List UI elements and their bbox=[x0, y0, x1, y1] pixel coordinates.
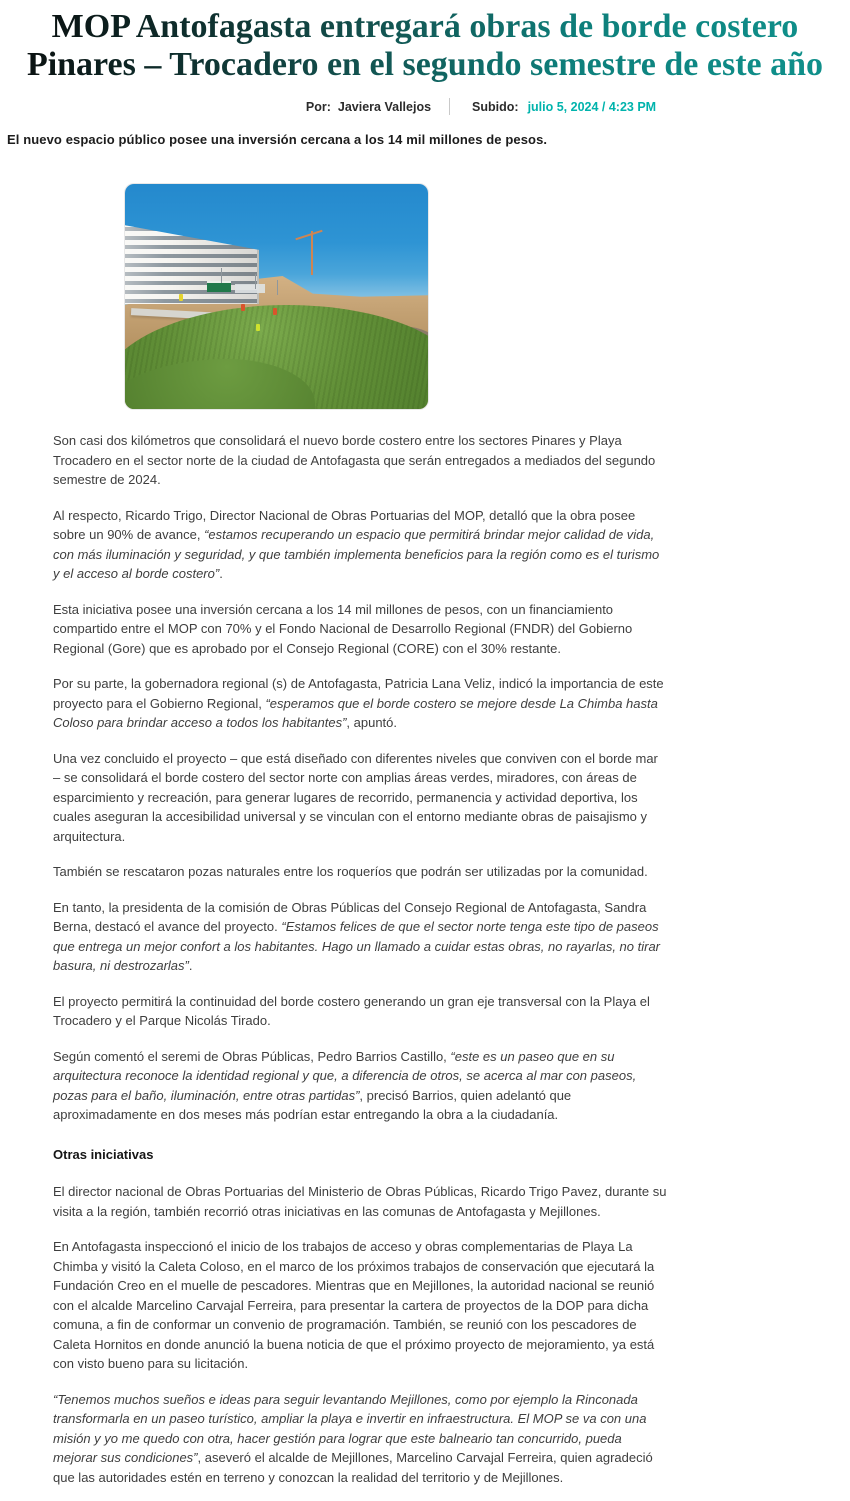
paragraph: En Antofagasta inspeccionó el inicio de los trabajos de acceso y obras complementarias de Playa La Chimba y visitó la Caleta Coloso, en el marco de los próximos trabajos de conservación que ejecutará la Fundación Creo en el muelle de pescadores. Mientras que en Mejillones, la autoridad nacional se reunió con el alcalde Marcelino Carvajal Ferreira, para presentar la cartera de proyectos de la DOP para dicha comuna, a fin de conformar un convenio de programación. También, se reunió con los pescadores de Caleta Hornitos en donde anunció la buena noticia de que el próximo proyecto de mejoramiento, ya está con visto bueno para su licitación. bbox=[53, 1239, 655, 1371]
photo-worker bbox=[241, 304, 245, 311]
byline-divider bbox=[449, 98, 450, 115]
photo-worker bbox=[256, 324, 260, 331]
paragraph: En tanto, la presidenta de la comisión de Obras Públicas del Consejo Regional de Antofagasta, Sandra Berna, destacó el avance del proyecto. “Estamos felices de que el sector norte tenga este tipo de paseos que entrega un mejor confort a los habitantes. Hago un llamado a cuidar estas obras, no rayarlas, no tirar basura, ni destrozarlas”. bbox=[53, 899, 661, 973]
paragraph: Son casi dos kilómetros que consolidará el nuevo borde costero entre los sectores Pinares y Playa Trocadero en el sector norte de la ciudad de Antofagasta que serán entregados a mediados del segundo semestre de 2024. bbox=[53, 433, 656, 487]
news-article bbox=[0, 8, 850, 1487]
photo-green-building bbox=[207, 281, 231, 292]
paragraph: Por su parte, la gobernadora regional (s) de Antofagasta, Patricia Lana Veliz, indicó la importancia de este proyecto para el Gobierno Regional, “esperamos que el borde costero se mejore desde La Chimba hasta Coloso para brindar acceso a todos los habitantes”, apuntó. bbox=[53, 676, 664, 730]
article-excerpt: El nuevo espacio público posee una inversión cercana a los 14 mil millones de pesos. bbox=[7, 132, 548, 147]
photo-light-pole bbox=[277, 280, 278, 295]
paragraph: Al respecto, Ricardo Trigo, Director Nacional de Obras Portuarias del MOP, detalló que la obra posee sobre un 90% de avance, “estamos recuperando un espacio que permitirá brindar mejor calidad de vida, con más iluminación y seguridad, y que también implementa beneficios para la región como es el turismo y el acceso al borde costero”. bbox=[53, 507, 660, 581]
author-name[interactable]: Javiera Vallejos bbox=[337, 99, 432, 114]
paragraph: Una vez concluido el proyecto – que está diseñado con diferentes niveles que conviven con el borde mar – se consolidará el borde costero del sector norte con amplias áreas verdes, miradores, con áreas de esparcimiento y recreación, para generar lugares de recorrido, permanencia y actividad deportiva, los cuales aseguran la accesibilidad universal y se vinculan con el entorno mediante obras de paisajismo y arquitectura. bbox=[53, 750, 658, 844]
photo-worker bbox=[179, 294, 183, 301]
byline bbox=[56, 98, 850, 115]
paragraph: Según comentó el seremi de Obras Públicas, Pedro Barrios Castillo, “este es un paseo que en su arquitectura reconoce la identidad regional y que, a diferencia de otros, se acerca al mar con paseos, pozas para el baño, iluminación, entre otras partidas”, precisó Barrios, quien adelantó que aproximadamente en dos meses más podrían estar entregando la obra a la ciudadanía. bbox=[53, 1048, 637, 1122]
paragraph: También se rescataron pozas naturales entre los roqueríos que podrán ser utilizadas por la comunidad. bbox=[53, 864, 648, 879]
article-photo bbox=[125, 184, 428, 409]
section-heading: Otras iniciativas bbox=[53, 1146, 154, 1162]
date-label: Subido: bbox=[472, 99, 519, 114]
photo-distant-building bbox=[235, 284, 265, 293]
paragraph: El proyecto permitirá la continuidad del borde costero generando un gran eje transversal con la Playa el Trocadero y el Parque Nicolás Tirado. bbox=[53, 993, 650, 1028]
photo-light-pole bbox=[255, 274, 256, 289]
paragraph: “Tenemos muchos sueños e ideas para seguir levantando Mejillones, como por ejemplo la Rinconada transformarla en un paseo turístico, ampliar la playa e invertir en infraestructura. El MOP se va con una misión y yo me quedo con otra, hacer gestión para lograr que este balneario tan concurrido, pueda mejorar sus condiciones”, aseveró el alcalde de Mejillones, Marcelino Carvajal Ferreira, quien agradeció que las autoridades estén en terreno y conozcan la realidad del territorio y de Mejillones. bbox=[53, 1391, 653, 1485]
paragraph: El director nacional de Obras Portuarias del Ministerio de Obras Públicas, Ricardo Trigo Pavez, durante su visita a la región, también recorrió otras iniciativas en las comunas de Antofagasta y Mejillones. bbox=[53, 1184, 667, 1219]
publish-date: julio 5, 2024 / 4:23 PM bbox=[527, 99, 657, 114]
photo-worker bbox=[273, 308, 277, 315]
author-label: Por: bbox=[305, 99, 331, 114]
photo-crane bbox=[311, 231, 313, 275]
photo-light-pole bbox=[221, 268, 222, 283]
photo-crane-jib bbox=[295, 230, 322, 241]
article-title: MOP Antofagasta entregará obras de borde costero Pinares – Trocadero en el segundo semestre de este año bbox=[19, 8, 831, 84]
paragraph: Esta iniciativa posee una inversión cercana a los 14 mil millones de pesos, con un financiamiento compartido entre el MOP con 70% y el Fondo Nacional de Desarrollo Regional (FNDR) del Gobierno Regional (Gore) que es aprobado por el Consejo Regional (CORE) con el 30% restante. bbox=[53, 601, 633, 656]
article-body bbox=[53, 431, 668, 1487]
